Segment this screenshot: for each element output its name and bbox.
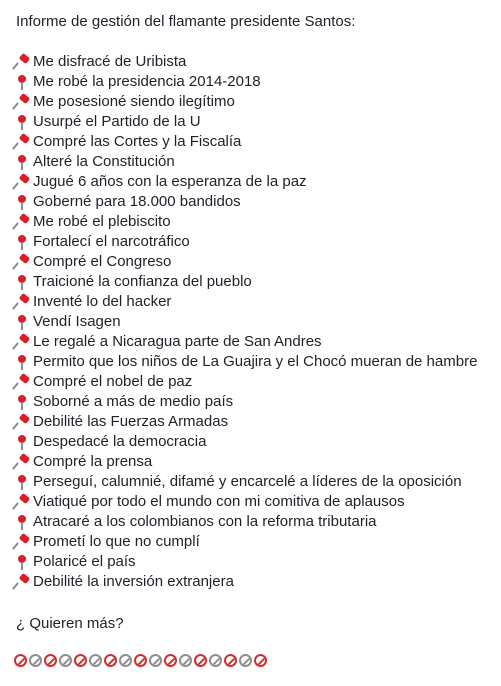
list-item-text: Me disfracé de Uribista xyxy=(33,53,187,70)
list-item-text: Me posesioné siendo ilegítimo xyxy=(33,93,235,110)
list-item xyxy=(14,532,477,552)
no-entry-icon xyxy=(254,654,267,667)
post-intro: Informe de gestión del flamante presidente Santos: xyxy=(16,13,356,30)
round-pushpin-icon xyxy=(14,273,31,291)
pushpin-icon xyxy=(14,293,31,311)
pushpin-icon xyxy=(14,333,31,351)
list-item xyxy=(14,472,477,492)
no-entry-icon-row xyxy=(14,654,267,667)
list-item xyxy=(14,372,477,392)
pushpin-icon xyxy=(14,493,31,511)
round-pushpin-icon xyxy=(14,433,31,451)
round-pushpin-icon xyxy=(14,473,31,491)
list-item-text: Debilité las Fuerzas Armadas xyxy=(33,413,229,430)
pushpin-icon xyxy=(14,93,31,111)
list-item xyxy=(14,192,477,212)
list-item-text: Compré el nobel de paz xyxy=(33,373,193,390)
list-item xyxy=(14,212,477,232)
list-item xyxy=(14,132,477,152)
list-item-text: Alteré la Constitución xyxy=(33,153,175,170)
list-item-text: Vendí Isagen xyxy=(33,313,121,330)
list-item-text: Perseguí, calumnié, difamé y encarcelé a líderes de la oposición xyxy=(33,473,462,490)
list-item xyxy=(14,152,477,172)
no-entry-icon xyxy=(74,654,87,667)
no-entry-icon xyxy=(164,654,177,667)
list-item xyxy=(14,312,477,332)
list-item-text: Permito que los niños de La Guajira y el Chocó mueran de hambre xyxy=(33,353,478,370)
list-item xyxy=(14,332,477,352)
list-item-text: Viatiqué por todo el mundo con mi comitiva de aplausos xyxy=(33,493,405,510)
round-pushpin-icon xyxy=(14,513,31,531)
no-entry-icon xyxy=(194,654,207,667)
list-item xyxy=(14,112,477,132)
round-pushpin-icon xyxy=(14,233,31,251)
pushpin-icon xyxy=(14,453,31,471)
no-entry-icon xyxy=(29,654,42,667)
round-pushpin-icon xyxy=(14,193,31,211)
list-item-text: Debilité la inversión extranjera xyxy=(33,573,234,590)
pushpin-icon xyxy=(14,253,31,271)
list-item xyxy=(14,512,477,532)
no-entry-icon xyxy=(239,654,252,667)
list-item xyxy=(14,552,477,572)
list-item-text: Inventé lo del hacker xyxy=(33,293,172,310)
list-item-text: Compré las Cortes y la Fiscalía xyxy=(33,133,242,150)
list-item xyxy=(14,572,477,592)
list-item xyxy=(14,172,477,192)
round-pushpin-icon xyxy=(14,353,31,371)
no-entry-icon xyxy=(134,654,147,667)
list-item-text: Soborné a más de medio país xyxy=(33,393,234,410)
list-item-text: Me robé el plebiscito xyxy=(33,213,171,230)
achievement-list xyxy=(14,52,477,592)
no-entry-icon xyxy=(104,654,117,667)
round-pushpin-icon xyxy=(14,313,31,331)
list-item-text: Compré la prensa xyxy=(33,453,153,470)
pushpin-icon xyxy=(14,133,31,151)
list-item-text: Usurpé el Partido de la U xyxy=(33,113,201,130)
round-pushpin-icon xyxy=(14,153,31,171)
list-item-text: Polaricé el país xyxy=(33,553,136,570)
list-item xyxy=(14,352,477,372)
list-item xyxy=(14,52,477,72)
round-pushpin-icon xyxy=(14,113,31,131)
no-entry-icon xyxy=(14,654,27,667)
no-entry-icon xyxy=(89,654,102,667)
no-entry-icon xyxy=(209,654,222,667)
list-item-text: Goberné para 18.000 bandidos xyxy=(33,193,241,210)
pushpin-icon xyxy=(14,573,31,591)
pushpin-icon xyxy=(14,53,31,71)
list-item xyxy=(14,232,477,252)
list-item-text: Fortalecí el narcotráfico xyxy=(33,233,190,250)
no-entry-icon xyxy=(59,654,72,667)
post-outro: ¿ Quieren más? xyxy=(16,615,124,632)
pushpin-icon xyxy=(14,373,31,391)
list-item-text: Me robé la presidencia 2014-2018 xyxy=(33,73,261,90)
list-item-text: Le regalé a Nicaragua parte de San Andres xyxy=(33,333,322,350)
round-pushpin-icon xyxy=(14,393,31,411)
round-pushpin-icon xyxy=(14,553,31,571)
list-item xyxy=(14,292,477,312)
list-item-text: Jugué 6 años con la esperanza de la paz xyxy=(33,173,307,190)
list-item-text: Traicioné la confianza del pueblo xyxy=(33,273,252,290)
no-entry-icon xyxy=(44,654,57,667)
pushpin-icon xyxy=(14,413,31,431)
no-entry-icon xyxy=(224,654,237,667)
pushpin-icon xyxy=(14,213,31,231)
no-entry-icon xyxy=(149,654,162,667)
list-item xyxy=(14,412,477,432)
list-item-text: Prometí lo que no cumplí xyxy=(33,533,200,550)
pushpin-icon xyxy=(14,533,31,551)
round-pushpin-icon xyxy=(14,73,31,91)
list-item-text: Compré el Congreso xyxy=(33,253,172,270)
list-item xyxy=(14,432,477,452)
list-item-text: Atracaré a los colombianos con la reforma tributaria xyxy=(33,513,377,530)
pushpin-icon xyxy=(14,173,31,191)
list-item xyxy=(14,272,477,292)
list-item xyxy=(14,492,477,512)
no-entry-icon xyxy=(179,654,192,667)
list-item xyxy=(14,252,477,272)
list-item xyxy=(14,452,477,472)
list-item xyxy=(14,92,477,112)
list-item-text: Despedacé la democracia xyxy=(33,433,207,450)
list-item xyxy=(14,392,477,412)
list-item xyxy=(14,72,477,92)
no-entry-icon xyxy=(119,654,132,667)
